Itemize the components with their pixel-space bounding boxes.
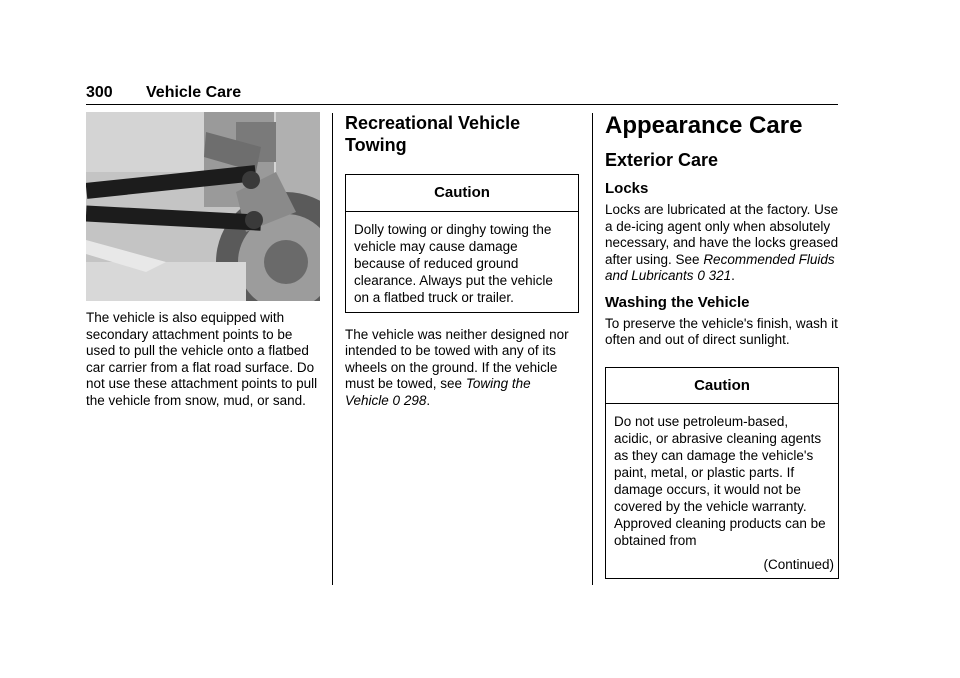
sentence-end: .: [426, 392, 431, 408]
column-2: [345, 112, 581, 409]
tow-attachment-photo: [86, 112, 320, 301]
locks-paragraph: [605, 202, 840, 285]
section-title: Vehicle Care: [146, 84, 242, 101]
recreational-towing-heading: Recreational Vehicle Towing: [345, 113, 521, 155]
page-ref-number[interactable]: 321: [708, 268, 732, 283]
column-divider: [332, 113, 333, 585]
washing-heading: Washing the Vehicle: [605, 293, 750, 311]
caution-title: Caution: [346, 175, 578, 212]
page-ref-symbol: 0: [392, 392, 401, 408]
caution-body: Dolly towing or dinghy towing the vehicle may cause damage because of reduced ground clearance. Always put the vehicle on a flatbed truck or trailer.: [354, 221, 553, 305]
page-header: [86, 82, 838, 105]
exterior-care-heading: Exterior Care: [605, 150, 719, 170]
towing-vehicle-xref[interactable]: Towing the Vehicle: [345, 376, 531, 408]
towing-paragraph: [345, 327, 581, 410]
appearance-care-title: Appearance Care: [605, 112, 803, 139]
fluids-lubricants-xref[interactable]: Recommended Fluids and Lubricants: [605, 251, 835, 283]
washing-paragraph: To preserve the vehicle's finish, wash it often and out of direct sunlight.: [605, 315, 838, 347]
caution-body: Do not use petroleum-based, acidic, or abrasive cleaning agents as they can damage the vehicle's paint, metal, or plastic parts. If damage occurs, it would not be covered by the vehicle warranty. Approved cleaning products can be obtained from: [614, 414, 826, 548]
column-3: [605, 112, 840, 579]
continued-label: (Continued): [763, 557, 834, 572]
page-ref-symbol: 0: [697, 268, 705, 283]
towing-text: The vehicle was neither designed nor intended to be towed with any of its wheels on the ground. If the vehicle must be towed, see: [345, 326, 569, 391]
caution-box: [345, 174, 579, 313]
locks-text: Locks are lubricated at the factory. Use a de-icing agent only when absolutely necessary, and have the locks greased after using. See: [605, 202, 839, 267]
caution-title: Caution: [606, 368, 838, 405]
page-ref-number[interactable]: 298: [403, 392, 427, 408]
attachment-points-paragraph: The vehicle is also equipped with secondary attachment points to be used to pull the vehicle onto a flatbed car carrier from a flat road surface. Do not use these attachment points to pull the vehicle from snow, mud, or sand.: [86, 310, 318, 408]
page-number: 300: [86, 84, 113, 101]
sentence-end: .: [731, 268, 735, 283]
locks-heading: Locks: [605, 180, 649, 197]
caution-box: [605, 367, 839, 579]
column-divider: [592, 113, 593, 585]
